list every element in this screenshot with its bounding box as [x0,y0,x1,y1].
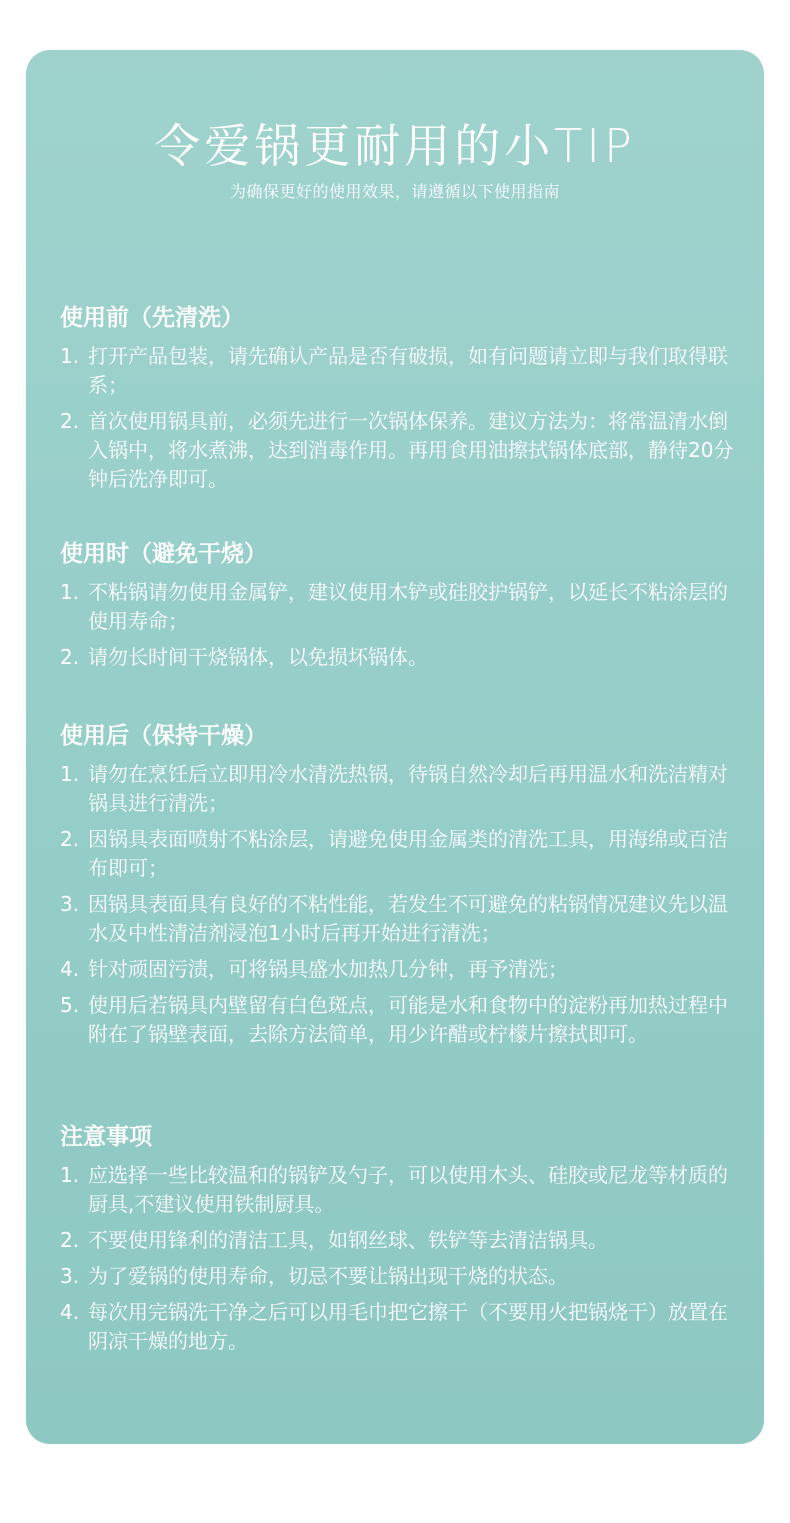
item-number: 4. [60,1300,80,1324]
list-item [60,407,735,494]
item-number: 3. [60,1264,80,1288]
item-number: 1. [60,580,80,604]
item-text: 因锅具表面具有良好的不粘性能，若发生不可避免的粘锅情况建议先以温水及中性清洁剂浸泡1小时后再开始进行清洗； [88,892,728,945]
item-text: 每次用完锅洗干净之后可以用毛巾把它擦干（不要用火把锅烧干）放置在阴凉干燥的地方。 [88,1300,728,1353]
page-subtitle: 为确保更好的使用效果，请遵循以下使用指南 [229,182,560,201]
item-number: 5. [60,993,80,1017]
list-item [60,1262,735,1291]
item-number: 2. [60,827,80,851]
item-text: 请勿长时间干烧锅体，以免损坏锅体。 [88,645,428,669]
list-item [60,890,735,948]
item-number: 2. [60,409,80,433]
list-item [60,643,735,672]
section-before-use [60,303,735,501]
item-text: 为了爱锅的使用寿命，切忌不要让锅出现干烧的状态。 [88,1264,568,1288]
tips-card [26,50,764,1444]
list-item [60,342,735,400]
section-heading: 使用前（先清洗） [60,305,244,331]
section-heading: 使用时（避免干烧） [60,541,267,567]
list-item [60,1161,735,1219]
item-text: 首次使用锅具前，必须先进行一次锅体保养。建议方法为：将常温清水倒入锅中，将水煮沸，达到消毒作用。再用食用油擦拭锅体底部，静待20分钟后洗净即可。 [88,409,734,491]
list-item [60,991,735,1049]
item-text: 不要使用锋利的清洁工具，如钢丝球、铁铲等去清洁锅具。 [88,1228,608,1252]
section-notes [60,1122,735,1363]
item-text: 请勿在烹饪后立即用冷水清洗热锅，待锅自然冷却后再用温水和洗洁精对锅具进行清洗； [88,762,728,815]
item-text: 不粘锅请勿使用金属铲，建议使用木铲或硅胶护锅铲，以延长不粘涂层的使用寿命； [88,580,728,633]
item-number: 3. [60,892,80,916]
item-number: 1. [60,1163,80,1187]
list-item [60,760,735,818]
list-item [60,825,735,883]
item-text: 应选择一些比较温和的锅铲及勺子，可以使用木头、硅胶或尼龙等材质的厨具,不建议使用铁制厨具。 [88,1163,728,1216]
item-text: 因锅具表面喷射不粘涂层，请避免使用金属类的清洗工具，用海绵或百洁布即可； [88,827,728,880]
section-after-use [60,721,735,1056]
list-item [60,1298,735,1356]
section-during-use [60,539,735,679]
section-heading: 使用后（保持干燥） [60,723,267,749]
item-text: 使用后若锅具内壁留有白色斑点，可能是水和食物中的淀粉再加热过程中附在了锅壁表面，去除方法简单，用少许醋或柠檬片擦拭即可。 [88,993,728,1046]
item-number: 1. [60,344,80,368]
page-title: 令爱锅更耐用的小TIP [154,119,636,173]
item-text: 打开产品包装，请先确认产品是否有破损，如有问题请立即与我们取得联系； [88,344,728,397]
list-item [60,578,735,636]
list-item [60,1226,735,1255]
item-number: 1. [60,762,80,786]
item-text: 针对顽固污渍，可将锅具盛水加热几分钟，再予清洗； [88,957,568,981]
item-number: 4. [60,957,80,981]
section-heading: 注意事项 [60,1124,152,1150]
list-item [60,955,735,984]
item-number: 2. [60,1228,80,1252]
item-number: 2. [60,645,80,669]
